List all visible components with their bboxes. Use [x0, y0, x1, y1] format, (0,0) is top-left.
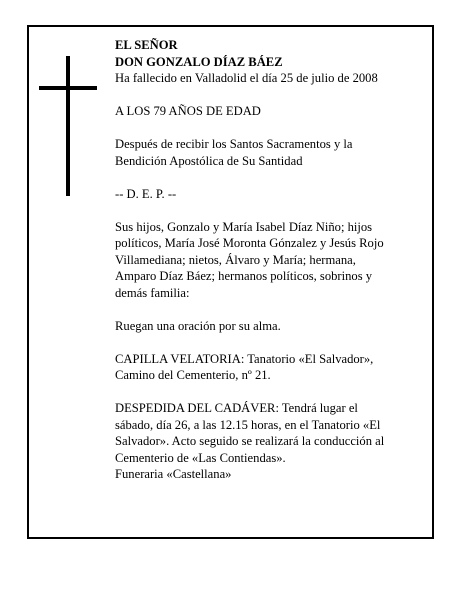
farewell-line: sábado, día 26, a las 12.15 horas, en el Tanatorio «El	[115, 417, 381, 432]
family-line: Sus hijos, Gonzalo y María Isabel Díaz Niño; hijos	[115, 219, 373, 234]
deceased-name: DON GONZALO DÍAZ BÁEZ	[115, 54, 283, 69]
sacraments-section	[115, 136, 415, 169]
chapel-section	[115, 351, 415, 384]
title-line-1: EL SEÑOR	[115, 38, 178, 52]
family-line: Amparo Díaz Báez; hermanos políticos, sobrinos y	[115, 269, 373, 283]
farewell-section	[115, 400, 415, 483]
chapel-line: CAPILLA VELATORIA: Tanatorio «El Salvador»,	[115, 351, 374, 366]
farewell-line: Cementerio de «Las Contiendas».	[115, 450, 286, 465]
prayer-line: Ruegan una oración por su alma.	[115, 318, 281, 333]
cross-icon-crossbar	[39, 86, 97, 90]
prayer-section	[115, 318, 415, 335]
death-line: Ha fallecido en Valladolid el día 25 de julio de 2008	[115, 71, 378, 85]
chapel-line: Camino del Cementerio, nº 21.	[115, 368, 271, 382]
farewell-line: DESPEDIDA DEL CADÁVER: Tendrá lugar el	[115, 401, 358, 415]
sacraments-line: Bendición Apostólica de Su Santidad	[115, 153, 303, 168]
age-line: A LOS 79 AÑOS DE EDAD	[115, 104, 261, 118]
age-section	[115, 103, 415, 120]
farewell-line: Salvador». Acto seguido se realizará la conducción al	[115, 434, 385, 448]
rip-section	[115, 186, 415, 203]
family-line: Villamediana; nietos, Álvaro y María; hermana,	[115, 252, 356, 267]
sacraments-line: Después de recibir los Santos Sacramentos y la	[115, 137, 353, 151]
family-line: políticos, María José Moronta Gónzalez y Jesús Rojo	[115, 236, 384, 250]
cross-icon	[66, 56, 70, 196]
family-section	[115, 219, 415, 302]
family-line: demás familia:	[115, 285, 190, 300]
rip-line: -- D. E. P. --	[115, 186, 177, 201]
funeral-home-line: Funeraria «Castellana»	[115, 467, 232, 481]
obituary-text	[115, 37, 415, 483]
